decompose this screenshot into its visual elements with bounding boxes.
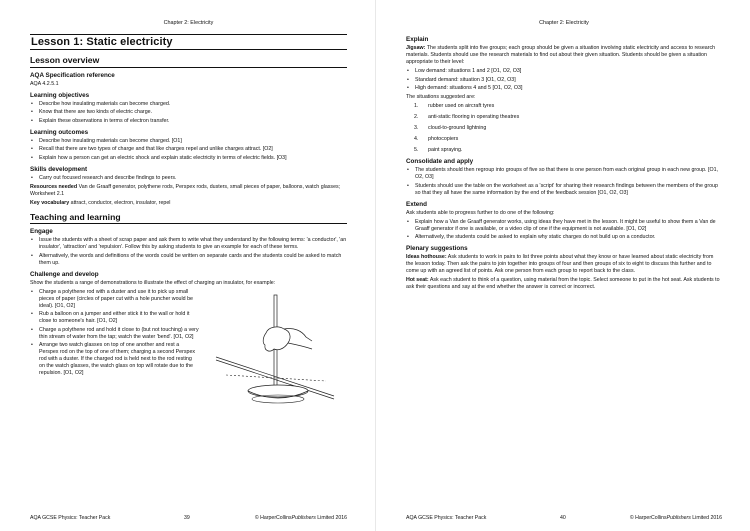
list-text: paint spraying. [428, 147, 463, 153]
footer [406, 515, 722, 523]
list-number: 5. [414, 147, 419, 153]
jigsaw-text: The students split into five groups; each group should be given a situation involving static electricity and access to research materials. Students should use the research materials to find out about their given situation. Students should be given a situation appropriate to their level: [406, 45, 716, 65]
list-number: 3. [414, 125, 419, 131]
list-text: cloud-to-ground lightning [428, 125, 487, 131]
teaching-heading: Teaching and learning [30, 212, 347, 225]
page-40 [375, 0, 750, 531]
spec-ref: AQA 4.2.5.1 [30, 80, 59, 87]
list-item [414, 136, 722, 143]
copyright-post: Limited 2016 [315, 515, 347, 521]
situations-intro: The situations suggested are: [406, 94, 476, 100]
jigsaw-paragraph [406, 45, 722, 66]
list-item: • Alternatively, the students could be asked to explain why static charges do not build up on a conductor. [415, 234, 722, 241]
hotseat-paragraph [406, 277, 722, 291]
objectives-list [30, 101, 347, 125]
list-item: • Rub a balloon on a jumper and either stick it to the wall or hold it close to someone's hair. [O1, O2] [39, 311, 199, 325]
lesson-overview-heading: Lesson overview [30, 55, 347, 68]
hand-icon [263, 326, 290, 350]
ideas-label: Ideas hothouse: [406, 254, 447, 260]
list-text: rubber used on aircraft tyres [428, 103, 495, 109]
engage-heading: Engage [30, 228, 53, 235]
list-item: • Know that there are two kinds of electric charge. [39, 109, 347, 116]
resources-paragraph [30, 184, 347, 198]
list-item: • Arrange two watch glasses on top of one another and rest a Perspex rod on the top of one of them; charging a second Perspex rod with a duster. If the charged rod is held next to the rod resting on the watch glasses, the watch glass on top will rotate due to the repulsion. [O1, O2] [39, 342, 199, 377]
copyright-ital: Publishers [666, 515, 691, 521]
challenge-intro: Show the students a range of demonstrations to illustrate the effect of charging an insulator, for example: [30, 279, 276, 286]
list-item [414, 114, 722, 121]
list-item: • Alternatively, the words and definitions of the words could be written on separate cards and the students could be asked to match them up. [39, 253, 347, 267]
copyright [255, 515, 347, 521]
copyright-pre: © HarperCollins [254, 515, 292, 521]
plenary-heading: Plenary suggestions [406, 245, 468, 252]
list-item: • Standard demand: situation 3 [O1, O2, O3] [415, 77, 722, 84]
footer [30, 515, 347, 523]
demo-section [30, 289, 347, 378]
demo-list [30, 289, 199, 378]
consolidate-list [406, 167, 722, 197]
list-item: • Charge a polythene rod with a duster and use it to pick up small pieces of paper (circles of paper cut with a hole puncher would be ideal). [O1, O2] [39, 289, 199, 310]
copyright-ital: Publishers [291, 515, 316, 521]
list-item [414, 147, 722, 154]
skills-heading: Skills development [30, 165, 88, 173]
ideas-paragraph [406, 254, 722, 275]
jigsaw-label: Jigsaw: [406, 45, 426, 51]
list-item: • Explain these observations in terms of electron transfer. [39, 118, 347, 125]
list-item: • Low demand: situations 1 and 2 [O1, O2, O3] [415, 68, 722, 75]
page-number: 40 [560, 515, 566, 521]
page-number: 39 [184, 515, 190, 521]
list-item [414, 125, 722, 132]
footer-title: AQA GCSE Physics: Teacher Pack [406, 515, 487, 521]
extend-intro: Ask students able to progress further to do one of the following: [406, 209, 555, 216]
list-item: • Students should use the table on the worksheet as a 'script' for sharing their research findings between the members of the group so that they all have the same information by the end of the feedback session [O1, O2, O3] [415, 183, 722, 197]
hotseat-text: Ask each student to think of a question, using material from the topic. Select someone to put in the hot seat. Ask students to ask their questions and say at the end whether the answer is correct or incorrect. [406, 277, 720, 290]
vocab-paragraph [30, 200, 347, 207]
running-head: Chapter 2: Electricity [539, 20, 589, 26]
explain-heading: Explain [406, 36, 429, 43]
list-item: • Explain how a person can get an electric shock and explain static electricity in terms of electric fields. [O3] [39, 155, 347, 162]
list-item: • Charge a polythene rod and hold it close to (but not touching) a very thin stream of water from the tap; watch the water 'bend'. [O1, O2] [39, 327, 199, 341]
copyright-pre: © HarperCollins [629, 515, 667, 521]
engage-list [30, 237, 347, 267]
outcomes-list [30, 138, 347, 162]
ideas-text: Ask students to work in pairs to list three points about what they know or have learned about static electricity from the lesson today. Then ask the pairs to join together into groups of four and then groups of six to eight to discuss this further and to come up with an agreed list of points. Ask one person from each group to report back to the class. [406, 254, 714, 274]
extend-heading: Extend [406, 200, 427, 208]
list-item: • High demand: situations 4 and 5 [O1, O2, O3] [415, 85, 722, 92]
hotseat-label: Hot seat: [406, 277, 429, 283]
resources-text: Van de Graaff generator, polythene rods, Perspex rods, dusters, small pieces of paper, balloons, watch glasses; Worksheet 2.1 [30, 183, 341, 197]
demand-list [406, 68, 722, 92]
list-item: • Explain how a Van de Graaff generator works, using ideas they have met in the lesson. It might be useful to show them a Van de Graaff generator if one is available, or a video clip of one if the equipment is not available. [O1, O2] [415, 219, 722, 233]
resources-label: Resources needed [30, 183, 78, 190]
list-item: • Recall that there are two types of charge and that like charges repel and unlike charges attract. [O2] [39, 146, 347, 153]
challenge-heading: Challenge and develop [30, 270, 99, 278]
lesson-title: Lesson 1: Static electricity [30, 34, 347, 50]
list-item: • Describe how insulating materials can become charged. [39, 101, 347, 108]
list-item: • Issue the students with a sheet of scrap paper and ask them to write what they understand by the following terms: 'a conductor', 'an insulator', 'attraction' and 'repulsion'. Follow this by asking students to give an example for each of these terms. [39, 237, 347, 251]
skills-list [30, 175, 347, 182]
list-item: • Describe how insulating materials can become charged. [O1] [39, 138, 347, 145]
list-item: • The students should then regroup into groups of five so that there is one person from each original group in each new group. [O1, O2, O3] [415, 167, 722, 181]
vocab-text: attract, conductor, electron, insulator, repel [69, 199, 171, 206]
list-text: photocopiers [428, 136, 459, 142]
list-number: 4. [414, 136, 419, 142]
list-text: anti-static flooring in operating theatres [428, 114, 520, 120]
arm-line [288, 343, 312, 349]
copyright [630, 515, 722, 521]
list-item: • Carry out focused research and describe findings to peers. [39, 175, 347, 182]
spec-heading: AQA Specification reference [30, 71, 115, 79]
extend-list [406, 219, 722, 242]
list-number: 1. [414, 103, 419, 109]
objectives-heading: Learning objectives [30, 91, 90, 99]
vocab-label: Key vocabulary [30, 199, 70, 206]
copyright-post: Limited 2016 [690, 515, 722, 521]
situations-list [406, 103, 722, 154]
list-number: 2. [414, 114, 419, 120]
charged-rod-illustration [208, 293, 348, 408]
consolidate-heading: Consolidate and apply [406, 158, 474, 165]
footer-title: AQA GCSE Physics: Teacher Pack [30, 515, 111, 521]
outcomes-heading: Learning outcomes [30, 128, 89, 136]
list-item [414, 103, 722, 110]
running-head: Chapter 2: Electricity [163, 20, 214, 26]
